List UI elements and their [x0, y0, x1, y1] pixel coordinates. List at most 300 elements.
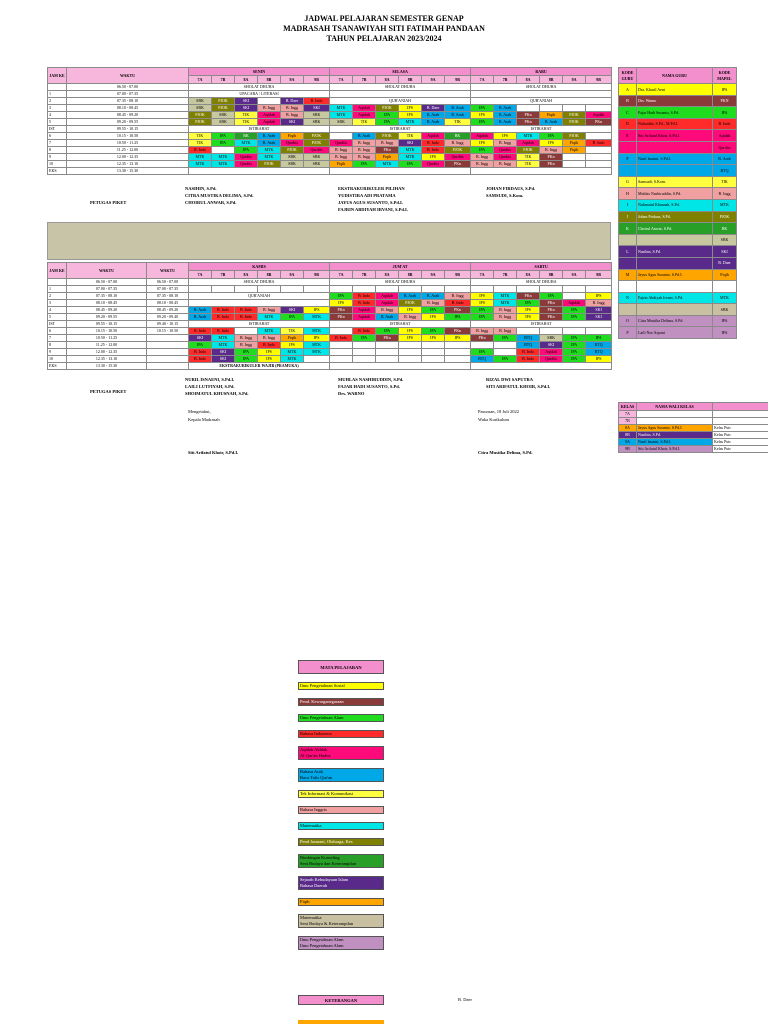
schedule-cell	[422, 349, 445, 356]
day-senin: SENIN	[189, 68, 330, 76]
schedule-cell	[235, 328, 258, 335]
row-note	[471, 91, 612, 98]
row-waktu: 07.35 - 08.10	[67, 98, 189, 105]
teacher-mapel: IPS	[713, 84, 737, 96]
legend-item	[298, 876, 384, 890]
teacher-mapel: IPA	[713, 327, 737, 339]
teacher-mapel: B. Arab	[713, 153, 737, 165]
row-jam: 10	[48, 161, 67, 168]
schedule-cell	[353, 342, 376, 349]
schedule-cell: IPA	[422, 328, 445, 335]
schedule-cell: B. Ingg	[494, 328, 517, 335]
row-note: SHOLAT DHUHA	[189, 84, 330, 91]
schedule-cell: Aqidah	[376, 293, 399, 300]
eks-note: EKSTRAKURIKULER WAJIB (PRAMUKA)	[189, 363, 330, 370]
teacher-mapel: BTQ	[713, 165, 737, 177]
schedule-cell: Aqidah	[517, 140, 540, 147]
table-row	[48, 349, 612, 356]
day-kamis: KAMIS	[189, 263, 330, 271]
teacher-nama	[637, 281, 713, 293]
schedule-cell: SBK	[281, 154, 304, 161]
schedule-cell: SKI	[399, 140, 422, 147]
schedule-cell: PKn	[471, 335, 494, 342]
schedule-cell: B. Ingg	[281, 112, 304, 119]
row-waktu-2	[147, 349, 189, 356]
teacher-row	[619, 246, 737, 258]
teacher-mapel: B. Indo	[713, 118, 737, 130]
teacher-mapel: Aqidah	[713, 130, 737, 142]
legend-footer-swatch	[298, 1020, 384, 1024]
schedule-cell: MTK	[494, 293, 517, 300]
schedule-cell: B. Ingg	[422, 300, 445, 307]
schedule-cell	[586, 147, 612, 154]
schedule-cell: IPA	[517, 300, 540, 307]
row-waktu-2	[147, 335, 189, 342]
row-waktu: 09.55 - 10.15	[67, 126, 189, 133]
homeroom-nama: Siti Arifatul Khoir, S.Pd.I.	[637, 446, 713, 453]
table-row	[48, 98, 612, 105]
schedule-cell: IPA	[563, 335, 586, 342]
schedule-cell	[563, 105, 586, 112]
schedule-cell: SBK	[212, 119, 235, 126]
homeroom-kelas: 8B	[619, 432, 637, 439]
schedule-cell: Qurdits	[281, 140, 304, 147]
table-row	[48, 307, 612, 314]
legend-text: Matematika	[300, 823, 322, 828]
teacher-row	[619, 95, 737, 107]
schedule-cell: IPS	[471, 140, 494, 147]
row-waktu: 08.10 - 08.45	[67, 300, 147, 307]
teacher-mapel: IPA	[713, 315, 737, 327]
schedule-cell: PJOK	[281, 147, 304, 154]
class-header-8a: 8A	[235, 271, 258, 279]
homeroom-nama: Nuril Isnaini, S.Pd.I.	[637, 439, 713, 446]
schedule-cell	[586, 161, 612, 168]
schedule-cell: TIK	[517, 154, 540, 161]
schedule-cell: B. Ingg	[471, 161, 494, 168]
schedule-cell	[540, 328, 563, 335]
schedule-cell: IPS	[399, 328, 422, 335]
schedule-cell: B. Arab	[540, 119, 563, 126]
schedule-cell: Aqidah	[258, 112, 281, 119]
schedule-cell: PJOK	[304, 140, 330, 147]
schedule-cell: IPA	[563, 356, 586, 363]
schedule-cell: Aqidah	[353, 112, 376, 119]
row-jam	[48, 279, 67, 286]
schedule-cell: B. Ingg	[494, 307, 517, 314]
row-waktu: 07.35 - 08.10	[67, 293, 147, 300]
schedule-cell: MTK	[304, 349, 330, 356]
schedule-cell: IPA	[471, 349, 494, 356]
table-row	[48, 363, 612, 370]
teacher-nama: Jayus Agus Susanto, S.Pd.I.	[637, 269, 713, 281]
schedule-cell: B. Indo	[353, 293, 376, 300]
schedule-cell: B. Ingg	[353, 140, 376, 147]
schedule-cell: IPS	[258, 349, 281, 356]
schedule-cell: B. Ingg	[494, 314, 517, 321]
schedule-cell: IPA	[399, 161, 422, 168]
schedule-cell	[494, 349, 517, 356]
schedule-cell: B. Arab	[258, 133, 281, 140]
class-header-9a: 9A	[281, 76, 304, 84]
schedule-cell: B. Indo	[422, 140, 445, 147]
schedule-cell: Aqidah	[258, 119, 281, 126]
schedule-cell: B. Ingg	[258, 307, 281, 314]
schedule-cell: B. Ingg	[330, 154, 353, 161]
schedule-cell: SBK	[304, 119, 330, 126]
schedule-cell	[399, 356, 422, 363]
teacher-kode	[619, 234, 637, 246]
teacher-kode: G	[619, 176, 637, 188]
schedule-cell	[586, 154, 612, 161]
schedule-cell: IPA	[376, 328, 399, 335]
teacher-kode	[619, 281, 637, 293]
schedule-cell	[445, 342, 471, 349]
schedule-cell: B. Arab	[189, 314, 212, 321]
teacher-row	[619, 130, 737, 142]
schedule-cell	[517, 328, 540, 335]
row-waktu: 08.10 - 08.45	[67, 105, 189, 112]
teacher-row	[619, 223, 737, 235]
row-note: ISTIRAHAT	[330, 126, 471, 133]
teacher-kode	[619, 257, 637, 269]
row-waktu: 13.30 - 15.30	[67, 168, 189, 175]
schedule-cell: MTK	[399, 147, 422, 154]
schedule-cell: Qurdits	[304, 147, 330, 154]
schedule-cell: SKI	[281, 119, 304, 126]
schedule-cell: MTK	[494, 300, 517, 307]
schedule-cell: B. Arab	[422, 112, 445, 119]
teacher-mapel: MTK	[713, 292, 737, 304]
schedule-cell: Fiqih	[540, 112, 563, 119]
teacher-nama: Nuril Isnaini, S.Pd.I.	[637, 153, 713, 165]
schedule-cell: IPS	[399, 307, 422, 314]
homeroom-ket: Kelas Putr	[713, 425, 768, 432]
schedule-cell: PJOK	[376, 105, 399, 112]
schedule-cell: MTK	[399, 154, 422, 161]
day-selasa: SELASA	[330, 68, 471, 76]
schedule-cell: Aqidah	[586, 112, 612, 119]
legend-text: Bahasa Indonesia	[300, 731, 332, 736]
schedule-cell: IPA	[471, 147, 494, 154]
row-jam: 7	[48, 335, 67, 342]
schedule-cell: PJOK	[445, 147, 471, 154]
row-note: QUR'ANIAH	[471, 98, 612, 105]
row-waktu: 08.45 - 09.20	[67, 307, 147, 314]
class-header-7b: 7B	[212, 271, 235, 279]
table-row	[48, 133, 612, 140]
wali-col-nama: NAMA WALI KELAS	[637, 403, 713, 411]
teacher-row	[619, 315, 737, 327]
row-note: SHOLAT DHUHA	[330, 84, 471, 91]
legend-item	[298, 746, 384, 760]
schedule-cell: IPA	[235, 349, 258, 356]
schedule-cell: Qurdits	[445, 154, 471, 161]
teacher-row	[619, 292, 737, 304]
teacher-row	[619, 141, 737, 153]
homeroom-ket: Kelas Putr	[713, 432, 768, 439]
legend-text: Bahasa Arab	[300, 769, 323, 774]
schedule-cell: IPS	[540, 140, 563, 147]
schedule-cell: PJOK	[189, 112, 212, 119]
schedule-cell: B. Indo	[330, 335, 353, 342]
legend-text: Aqidah Akhlak	[300, 747, 328, 752]
schedule-cell: B. Ingg	[540, 147, 563, 154]
teacher-nama: Choirul Anwar, S.Pd.	[637, 223, 713, 235]
row-jam: 5	[48, 119, 67, 126]
schedule-cell: IPA	[376, 119, 399, 126]
schedule-cell	[376, 286, 399, 293]
schedule-cell: B. Arab	[376, 314, 399, 321]
schedule-cell: Qurdits	[494, 154, 517, 161]
piket-name: MUHLAS NASHIRUDDIN, S.Pd.	[338, 377, 404, 382]
schedule-cell: IPS	[471, 293, 494, 300]
schedule-cell: B. Arab	[445, 112, 471, 119]
schedule-cell: B. Ingg	[376, 307, 399, 314]
schedule-cell: IPA	[376, 112, 399, 119]
schedule-cell: IPS	[422, 314, 445, 321]
schedule-cell: MTK	[304, 328, 330, 335]
row-note: ISTIRAHAT	[189, 321, 330, 328]
schedule-cell: PJOK	[304, 133, 330, 140]
schedule-cell: B. Arab	[494, 105, 517, 112]
schedule-cell	[494, 286, 517, 293]
teacher-nama	[637, 165, 713, 177]
row-waktu-2: 09.20 - 09.40	[147, 314, 189, 321]
teacher-row	[619, 327, 737, 339]
schedule-cell	[212, 147, 235, 154]
row-waktu-2	[147, 356, 189, 363]
row-jam: 7	[48, 140, 67, 147]
schedule-cell	[494, 342, 517, 349]
schedule-cell: B. Ingg	[258, 335, 281, 342]
row-note: QUR'ANIAH	[330, 98, 471, 105]
schedule-cell: B. Daer	[281, 98, 304, 105]
class-header-8b: 8B	[399, 76, 422, 84]
table-row	[48, 335, 612, 342]
schedule-cell: Qurdits	[235, 154, 258, 161]
row-note: UPACARA / LITERASI	[189, 91, 330, 98]
class-header-9b: 9B	[586, 271, 612, 279]
class-header-8b: 8B	[258, 271, 281, 279]
schedule-cell: PKn	[540, 161, 563, 168]
row-jam: 4	[48, 307, 67, 314]
legend-text: Bahasa Inggris	[300, 807, 327, 812]
schedule-cell: PJOK	[563, 133, 586, 140]
col-jam-ke-2: JAM KE	[48, 263, 67, 279]
teacher-kode: M	[619, 269, 637, 281]
table-row	[48, 105, 612, 112]
homeroom-row	[619, 446, 768, 453]
schedule-cell: B. Indo	[422, 147, 445, 154]
schedule-cell: IPA	[471, 105, 494, 112]
teacher-kode: H	[619, 188, 637, 200]
schedule-cell: B. Ingg	[258, 105, 281, 112]
homeroom-row	[619, 411, 768, 418]
schedule-cell: IPS	[494, 133, 517, 140]
schedule-cell	[189, 286, 212, 293]
schedule-cell: TIK	[517, 161, 540, 168]
schedule-cell: B. Ingg	[471, 328, 494, 335]
table-row	[48, 140, 612, 147]
homeroom-kelas: 7A	[619, 411, 637, 418]
teacher-nama	[637, 141, 713, 153]
teacher-row	[619, 257, 737, 269]
row-jam: 10	[48, 356, 67, 363]
legend-item	[298, 914, 384, 928]
schedule-cell: Fiqih	[281, 335, 304, 342]
piket-name: JAYUS AGUS SUSANTO, S.Pd.I.	[338, 200, 403, 205]
day-rabu: RABU	[471, 68, 612, 76]
schedule-cell: B. Ingg	[235, 342, 258, 349]
schedule-cell	[399, 342, 422, 349]
schedule-cell: IPS	[399, 105, 422, 112]
row-waktu: 13.30 - 15.30	[67, 363, 147, 370]
piket-name: NURIL ISNAENI, S.Pd.I.	[185, 377, 235, 382]
teacher-nama: Siti Arifatul Khoir, S.Pd.I.	[637, 130, 713, 142]
legend-text: Ilmu Pengetahuan Sosial	[300, 683, 345, 688]
schedule-cell: SBK	[304, 161, 330, 168]
schedule-cell: IPA	[212, 140, 235, 147]
legend-item	[298, 790, 384, 798]
piket-label-2: PETUGAS PIKET	[90, 389, 127, 394]
row-jam: 9	[48, 154, 67, 161]
schedule-cell: SKI	[189, 335, 212, 342]
teacher-nama: Nuhaidah, S.Pd., M.Pd.I.	[637, 118, 713, 130]
schedule-cell	[517, 105, 540, 112]
teacher-mapel: SBK	[713, 304, 737, 316]
schedule-cell: Aqidah	[353, 307, 376, 314]
legend-item	[298, 714, 384, 722]
legend-item	[298, 698, 384, 706]
teacher-kode: N	[619, 292, 637, 304]
schedule-cell: B. Indo	[212, 307, 235, 314]
schedule-cell	[376, 349, 399, 356]
schedule-cell: B. Indo	[235, 307, 258, 314]
legend-title: MATA PELAJARAN	[298, 660, 384, 674]
schedule-cell: MTK	[212, 154, 235, 161]
schedule-cell: SBK	[212, 112, 235, 119]
schedule-cell: TIK	[235, 112, 258, 119]
teacher-mapel	[713, 281, 737, 293]
row-waktu-2: 08.45 - 09.20	[147, 307, 189, 314]
legend-text-2: Ilmu Pengetahuan Alam	[300, 943, 344, 948]
legend-item	[298, 822, 384, 830]
schedule-cell	[353, 286, 376, 293]
class-header-7b: 7B	[212, 76, 235, 84]
schedule-cell: IPS	[330, 300, 353, 307]
schedule-cell: B. Indo	[304, 98, 330, 105]
class-header-8b: 8B	[540, 76, 563, 84]
row-jam: EKS	[48, 363, 67, 370]
teacher-mapel: B. Ingg	[713, 188, 737, 200]
schedule-cell: B. Indo	[517, 349, 540, 356]
teacher-nama	[637, 304, 713, 316]
schedule-cell: B. Ingg	[353, 147, 376, 154]
class-header-9a: 9A	[422, 76, 445, 84]
schedule-cell: PKn	[330, 307, 353, 314]
row-waktu-2: 09.40 - 10.15	[147, 321, 189, 328]
schedule-cell: B. Indo	[258, 342, 281, 349]
schedule-cell	[563, 154, 586, 161]
class-header-7a: 7A	[189, 76, 212, 84]
row-jam: 1	[48, 286, 67, 293]
teacher-kode: L	[619, 246, 637, 258]
schedule-cell	[563, 161, 586, 168]
row-waktu: 10.15 - 10.50	[67, 328, 147, 335]
schedule-cell: MTK	[376, 161, 399, 168]
class-header-7a: 7A	[189, 271, 212, 279]
row-note	[189, 168, 330, 175]
schedule-cell: TIK	[281, 328, 304, 335]
teacher-row	[619, 281, 737, 293]
keterangan-label: KETERANGAN	[298, 995, 384, 1005]
schedule-cell: SBK	[540, 335, 563, 342]
homeroom-kelas: 9A	[619, 439, 637, 446]
schedule-cell: PKn	[540, 154, 563, 161]
teacher-mapel: B. Daer	[713, 257, 737, 269]
schedule-cell: Fiqih	[281, 133, 304, 140]
homeroom-nama	[637, 411, 713, 418]
schedule-cell: IPS	[471, 300, 494, 307]
table-row	[48, 126, 612, 133]
teacher-row	[619, 304, 737, 316]
piket-name: FAJAR HADI SUSANTO, S.Pd.	[338, 384, 400, 389]
class-header-9a: 9A	[563, 271, 586, 279]
teacher-kode: P	[619, 327, 637, 339]
teacher-row	[619, 269, 737, 281]
schedule-cell: IPA	[281, 314, 304, 321]
schedule-cell: SBK	[189, 98, 212, 105]
row-jam: 3	[48, 300, 67, 307]
schedule-cell: B. Indo	[586, 140, 612, 147]
schedule-cell	[304, 356, 330, 363]
piket-name: SAMSUDI, S.Kom.	[486, 193, 524, 198]
class-header-9b: 9B	[586, 76, 612, 84]
schedule-cell: PJOK	[189, 119, 212, 126]
legend-text: Ilmu Pengetahuan Alam	[300, 937, 344, 942]
sign-right-2: Waka Kurikulum	[478, 417, 510, 422]
schedule-cell: B. Arab	[353, 133, 376, 140]
schedule-cell: PKn	[445, 161, 471, 168]
row-waktu-2: 10.15 - 10.50	[147, 328, 189, 335]
schedule-cell: IPA	[330, 293, 353, 300]
teacher-row	[619, 153, 737, 165]
piket-name: RIZAL DWI SAPUTRA	[486, 377, 534, 382]
schedule-cell	[563, 328, 586, 335]
schedule-cell: PKn	[376, 335, 399, 342]
schedule-cell: Aqidah	[471, 133, 494, 140]
schedule-cell	[471, 342, 494, 349]
schedule-cell: B. Arab	[422, 119, 445, 126]
schedule-cell: BK	[445, 133, 471, 140]
table-row	[48, 300, 612, 307]
teacher-nama: Nuhmatul Khusnah, S.Pd.	[637, 199, 713, 211]
schedule-cell: Aqidah	[353, 314, 376, 321]
schedule-cell: IPA	[540, 133, 563, 140]
schedule-cell: IPS	[422, 154, 445, 161]
teacher-nama: Laili Nur Aqsani	[637, 327, 713, 339]
row-note: ISTIRAHAT	[330, 321, 471, 328]
schedule-cell: IPA	[422, 307, 445, 314]
schedule-cell	[445, 349, 471, 356]
teacher-kode: B	[619, 95, 637, 107]
table-row	[48, 161, 612, 168]
schedule-cell	[586, 133, 612, 140]
homeroom-ket: Kelas Putr	[713, 446, 768, 453]
schedule-cell: B. Ingg	[281, 105, 304, 112]
legend-text: Pend. Kewarganegaraan	[300, 699, 344, 704]
